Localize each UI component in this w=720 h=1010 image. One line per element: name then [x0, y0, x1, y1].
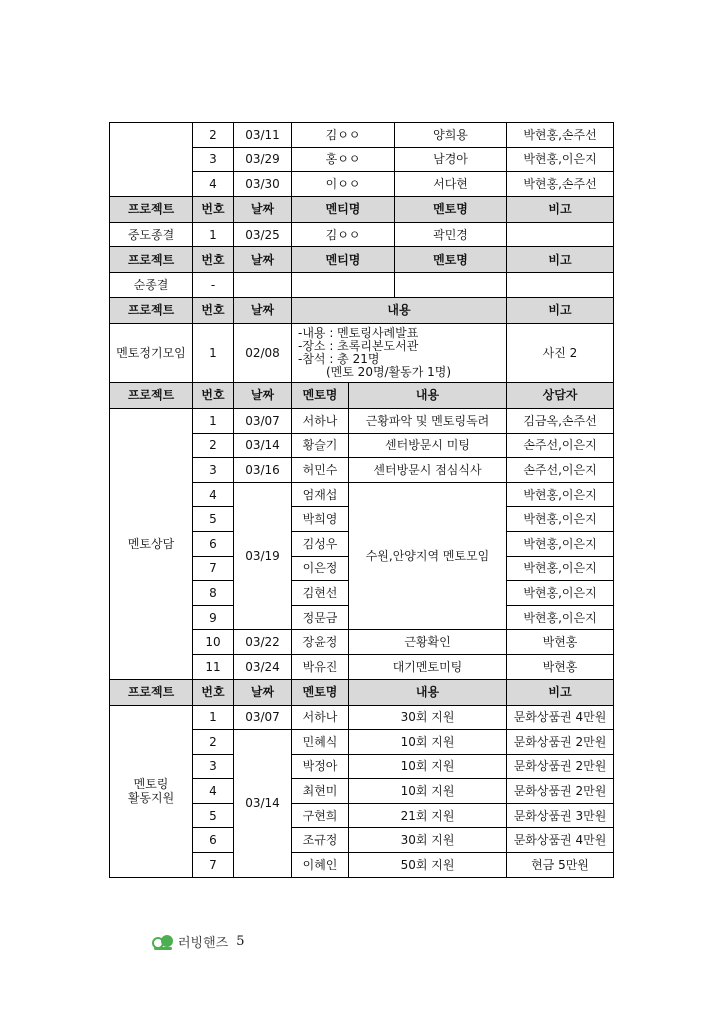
header-number: 번호	[193, 196, 234, 222]
number-cell: 5	[193, 507, 234, 532]
page-number: 5	[236, 934, 245, 949]
header-project: 프로젝트	[110, 196, 193, 222]
date-cell: 03/07	[234, 408, 292, 433]
project-label-line: 멘토링	[133, 777, 169, 792]
date-cell: 03/25	[234, 222, 292, 247]
mentor-cell: 엄재섭	[292, 482, 349, 507]
mentor-cell: 서다현	[395, 172, 507, 197]
date-cell: 03/30	[234, 172, 292, 197]
mentor-cell: 서하나	[292, 705, 349, 730]
header-note: 비고	[507, 247, 614, 273]
date-cell: 03/14	[234, 730, 292, 878]
mentee-cell: 김ㅇㅇ	[292, 123, 395, 148]
consultant-cell: 박현홍,이은지	[507, 482, 614, 507]
mentor-cell: 민혜식	[292, 730, 349, 755]
mentor-cell: 서하나	[292, 408, 349, 433]
project-cell: 순종결	[110, 273, 193, 298]
number-cell: 11	[193, 654, 234, 679]
table-row	[110, 123, 614, 148]
mentee-cell: 김ㅇㅇ	[292, 222, 395, 247]
table-header-row	[110, 247, 614, 273]
note-cell: 문화상품권 3만원	[507, 803, 614, 828]
note-cell: 사진 2	[507, 323, 614, 382]
consultant-cell: 박현홍,이은지	[507, 531, 614, 556]
date-cell	[234, 273, 292, 298]
note-cell: 박현홍,손주선	[507, 123, 614, 148]
note-cell: 박현홍,이은지	[507, 147, 614, 172]
number-cell: 2	[193, 123, 234, 148]
consultant-cell: 박현홍,이은지	[507, 507, 614, 532]
content-line: -참석 : 총 21명	[298, 351, 380, 366]
date-cell: 03/24	[234, 654, 292, 679]
content-cell: 센터방문시 미팅	[349, 433, 507, 458]
content-cell: 50회 지원	[349, 853, 507, 878]
mentor-cell: 황슬기	[292, 433, 349, 458]
content-cell: 21회 지원	[349, 803, 507, 828]
number-cell: 9	[193, 605, 234, 630]
header-content: 내용	[349, 382, 507, 408]
mentor-cell: 박유진	[292, 654, 349, 679]
header-content: 내용	[349, 679, 507, 705]
number-cell: 7	[193, 556, 234, 581]
header-note: 비고	[507, 297, 614, 323]
mentor-cell: 구현희	[292, 803, 349, 828]
number-cell: 1	[193, 222, 234, 247]
note-cell: 문화상품권 2만원	[507, 754, 614, 779]
header-mentor: 멘토명	[395, 247, 507, 273]
page-footer	[152, 932, 245, 951]
number-cell: 4	[193, 779, 234, 804]
date-cell: 03/22	[234, 630, 292, 655]
mentor-cell: 남경아	[395, 147, 507, 172]
header-note: 비고	[507, 196, 614, 222]
table-row	[110, 273, 614, 298]
consultant-cell: 박현홍	[507, 654, 614, 679]
header-mentor: 멘토명	[292, 679, 349, 705]
content-cell: 센터방문시 점심식사	[349, 458, 507, 483]
project-cell	[110, 705, 193, 877]
consultant-cell: 박현홍,이은지	[507, 605, 614, 630]
date-cell: 02/08	[234, 323, 292, 382]
content-cell: 수원,안양지역 멘토모임	[349, 482, 507, 630]
mentor-cell: 최현미	[292, 779, 349, 804]
consultant-cell: 김금옥,손주선	[507, 408, 614, 433]
mentor-cell: 김성우	[292, 531, 349, 556]
number-cell: 3	[193, 754, 234, 779]
note-cell: 박현홍,손주선	[507, 172, 614, 197]
project-cell	[110, 123, 193, 197]
header-consultant: 상담자	[507, 382, 614, 408]
date-cell: 03/16	[234, 458, 292, 483]
content-cell: 10회 지원	[349, 754, 507, 779]
content-cell: 근황확인	[349, 630, 507, 655]
header-note: 비고	[507, 679, 614, 705]
project-cell: 중도종결	[110, 222, 193, 247]
meeting-content-cell	[292, 323, 507, 382]
content-cell: 대기멘토미팅	[349, 654, 507, 679]
mentee-cell: 홍ㅇㅇ	[292, 147, 395, 172]
date-cell: 03/11	[234, 123, 292, 148]
header-project: 프로젝트	[110, 679, 193, 705]
header-mentee: 멘티명	[292, 196, 395, 222]
number-cell: 1	[193, 323, 234, 382]
project-cell: 멘토정기모임	[110, 323, 193, 382]
number-cell: 4	[193, 172, 234, 197]
project-label-line: 활동지원	[127, 791, 175, 806]
header-date: 날짜	[234, 247, 292, 273]
number-cell: 2	[193, 730, 234, 755]
header-project: 프로젝트	[110, 247, 193, 273]
mentee-cell	[292, 273, 395, 298]
project-cell: 멘토상담	[110, 408, 193, 679]
consultant-cell: 손주선,이은지	[507, 433, 614, 458]
header-date: 날짜	[234, 297, 292, 323]
consultant-cell: 박현홍,이은지	[507, 581, 614, 606]
mentor-cell: 정문금	[292, 605, 349, 630]
table-row	[110, 705, 614, 730]
date-cell: 03/29	[234, 147, 292, 172]
mentor-cell: 곽민경	[395, 222, 507, 247]
table-header-row	[110, 196, 614, 222]
header-number: 번호	[193, 382, 234, 408]
content-cell: 근황파악 및 멘토링독려	[349, 408, 507, 433]
header-project: 프로젝트	[110, 382, 193, 408]
number-cell: 1	[193, 408, 234, 433]
mentor-cell: 양희용	[395, 123, 507, 148]
header-date: 날짜	[234, 679, 292, 705]
consultant-cell: 박현홍	[507, 630, 614, 655]
mentor-cell	[395, 273, 507, 298]
document-sheet	[109, 122, 613, 878]
table-row	[110, 323, 614, 382]
header-mentor: 멘토명	[292, 382, 349, 408]
mentor-cell: 김현선	[292, 581, 349, 606]
number-cell: -	[193, 273, 234, 298]
header-content: 내용	[292, 297, 507, 323]
mentor-cell: 박정아	[292, 754, 349, 779]
header-date: 날짜	[234, 382, 292, 408]
content-line: (멘토 20명/활동가 1명)	[326, 364, 452, 379]
note-cell	[507, 222, 614, 247]
content-cell: 30회 지원	[349, 705, 507, 730]
number-cell: 5	[193, 803, 234, 828]
mentor-cell: 이은정	[292, 556, 349, 581]
mentor-cell: 이혜인	[292, 853, 349, 878]
mentee-cell: 이ㅇㅇ	[292, 172, 395, 197]
mentor-cell: 조규정	[292, 828, 349, 853]
header-number: 번호	[193, 679, 234, 705]
activity-table	[109, 122, 614, 878]
mentor-cell: 허민수	[292, 458, 349, 483]
number-cell: 3	[193, 458, 234, 483]
content-line: -내용 : 멘토링사례발표	[298, 325, 419, 340]
header-date: 날짜	[234, 196, 292, 222]
header-project: 프로젝트	[110, 297, 193, 323]
header-mentee: 멘티명	[292, 247, 395, 273]
mentor-cell: 박희영	[292, 507, 349, 532]
header-number: 번호	[193, 297, 234, 323]
consultant-cell: 손주선,이은지	[507, 458, 614, 483]
number-cell: 2	[193, 433, 234, 458]
header-mentor: 멘토명	[395, 196, 507, 222]
date-cell: 03/19	[234, 482, 292, 630]
brand-name: 러빙핸즈	[178, 936, 229, 951]
note-cell: 문화상품권 2만원	[507, 730, 614, 755]
note-cell: 문화상품권 4만원	[507, 828, 614, 853]
header-number: 번호	[193, 247, 234, 273]
table-header-row	[110, 297, 614, 323]
number-cell: 1	[193, 705, 234, 730]
number-cell: 6	[193, 531, 234, 556]
mentor-cell: 장윤정	[292, 630, 349, 655]
number-cell: 7	[193, 853, 234, 878]
number-cell: 10	[193, 630, 234, 655]
note-cell: 문화상품권 2만원	[507, 779, 614, 804]
loving-hands-logo-icon	[152, 933, 174, 951]
table-header-row	[110, 382, 614, 408]
note-cell: 문화상품권 4만원	[507, 705, 614, 730]
date-cell: 03/07	[234, 705, 292, 730]
table-row	[110, 408, 614, 433]
content-cell: 30회 지원	[349, 828, 507, 853]
note-cell	[507, 273, 614, 298]
number-cell: 3	[193, 147, 234, 172]
content-cell: 10회 지원	[349, 779, 507, 804]
number-cell: 6	[193, 828, 234, 853]
note-cell: 현금 5만원	[507, 853, 614, 878]
number-cell: 8	[193, 581, 234, 606]
content-cell: 10회 지원	[349, 730, 507, 755]
table-header-row	[110, 679, 614, 705]
content-line: -장소 : 초록리본도서관	[298, 338, 419, 353]
date-cell: 03/14	[234, 433, 292, 458]
table-row	[110, 222, 614, 247]
number-cell: 4	[193, 482, 234, 507]
consultant-cell: 박현홍,이은지	[507, 556, 614, 581]
